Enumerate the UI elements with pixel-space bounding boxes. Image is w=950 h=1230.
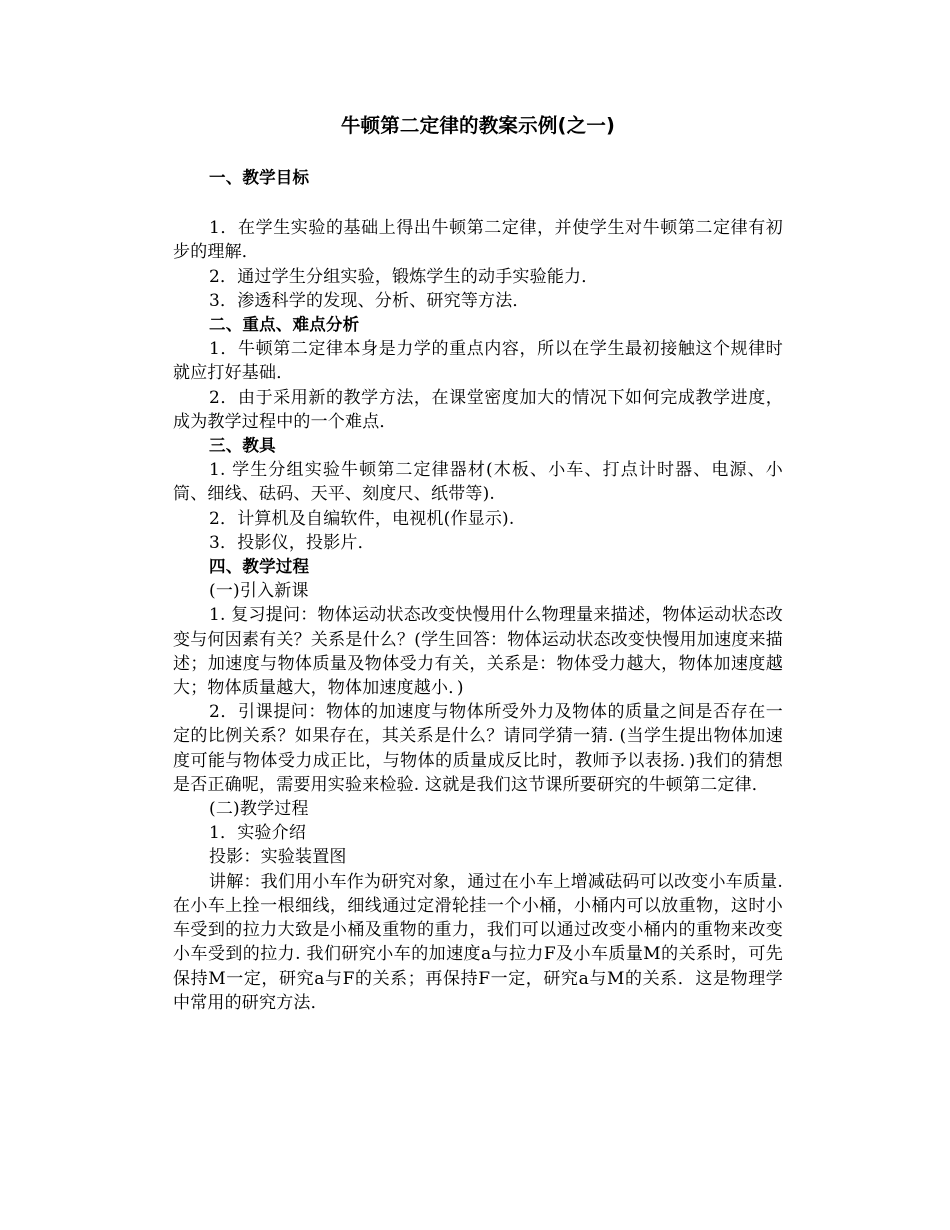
paragraph: 3．投影仪，投影片． <box>209 532 375 553</box>
paragraph: 1. 复习提问：物体运动状态改变快慢用什么物理量来描述，物体运动状态改变与何因素有关？关系是什么？(学生回答：物体运动状态改变快慢用加速度来描述；加速度与物体质量及物体受力有关，关系是：物体受力越大，物体加速度越大；物体质量越大，物体加速度越小．) <box>173 605 783 699</box>
section-heading-teaching-process: 四、教学过程 <box>209 557 310 577</box>
paragraph: 投影：实验装置图 <box>209 847 347 868</box>
paragraph: 3．渗透科学的发现、分析、研究等方法． <box>209 290 530 311</box>
subsection-label: (二)教学过程 <box>209 799 309 820</box>
section-heading-key-points: 二、重点、难点分析 <box>209 315 360 335</box>
paragraph: 讲解：我们用小车作为研究对象，通过在小车上增减砝码可以改变小车质量. 在小车上拴一根细线，细线通过定滑轮挂一个小桶，小桶内可以放重物，这时小车受到的拉力大致是小桶及重物的重力，我们可以通过改变小桶内的重物来改变小车受到的拉力. 我们研究小车的加速度a与拉力F及小车质量M的关系时，可先保持M一定，研究a与F的关系；再保持F一定，研究a与M的关系．这是物理学中常用的研究方法． <box>173 871 783 1013</box>
paragraph: 1．在学生实验的基础上得出牛顿第二定律，并使学生对牛顿第二定律有初步的理解． <box>173 218 783 263</box>
subsection-label: (一)引入新课 <box>209 581 309 602</box>
paragraph: 2．由于采用新的教学方法，在课堂密度加大的情况下如何完成教学进度，成为教学过程中的一个难点． <box>173 387 783 432</box>
document-title: 牛顿第二定律的教案示例(之一) <box>340 114 616 137</box>
paragraph: 1．牛顿第二定律本身是力学的重点内容，所以在学生最初接触这个规律时就应打好基础． <box>173 339 783 384</box>
paragraph: 2．引课提问：物体的加速度与物体所受外力及物体的质量之间是否存在一定的比例关系？如果存在，其关系是什么？请同学猜一猜. (当学生提出物体加速度可能与物体受力成正比，与物体的质量成反比时，教师予以表扬．)我们的猜想是否正确呢，需要用实验来检验. 这就是我们这节课所要研究的牛顿第二定律． <box>173 702 783 795</box>
paragraph: 2．通过学生分组实验，锻炼学生的动手实验能力． <box>209 266 599 287</box>
paragraph: 2．计算机及自编软件，电视机(作显示). <box>209 508 515 529</box>
document-body <box>173 112 783 1015</box>
section-heading-teaching-goals: 一、教学目标 <box>209 168 310 187</box>
section-heading-teaching-aids: 三、教具 <box>209 436 276 456</box>
paragraph: 1. 学生分组实验牛顿第二定律器材(木板、小车、打点计时器、电源、小筒、细线、砝码、天平、刻度尺、纸带等). <box>173 460 783 505</box>
paragraph: 1．实验介绍 <box>209 823 307 844</box>
